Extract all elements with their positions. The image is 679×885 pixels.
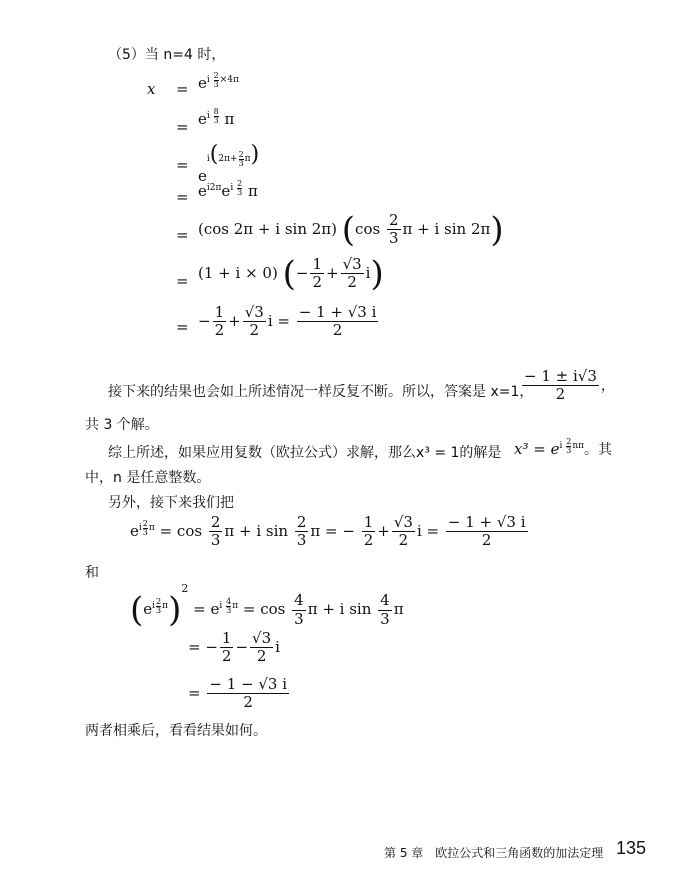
paragraph-2: 综上所述，如果应用复数（欧拉公式）求解，那么x³ = 1的解是 (108, 445, 502, 461)
paragraph-3: 另外，接下来我们把 (108, 495, 234, 511)
line6-expr: (1 + i × 0) (− $\frac{1}{2}$ + $\frac{√3}{2}$ i) (198, 253, 384, 294)
line2-expr: $e^{i \frac{8}{3}}$ π (198, 107, 235, 128)
eq-sign: = (176, 188, 189, 206)
paragraph-1-continued: 共 3 个解。 (85, 417, 159, 433)
page-number: 135 (616, 838, 647, 858)
eq-sign: = (176, 272, 189, 290)
solution-formula: $x^3 = e^{i \frac{2}{3} n\pi}$。其 (514, 437, 613, 458)
eq-sign: = (176, 156, 189, 174)
footer-chapter: 第 5 章 欧拉公式和三角函数的加法定理 (384, 846, 604, 860)
equation-2-line-3: = $\frac{- 1 - √3 i}{2}$ (188, 675, 288, 712)
line5-expr: (cos 2π + i sin 2π) (cos $\frac{2}{3}$ π + i sin 2π) (198, 209, 504, 250)
paragraph-1: 接下来的结果也会如上所述情况一样反复不断。所以，答案是 x=1， (108, 384, 534, 400)
line1-expr: $e^{i \frac{2}{3} \times 4\pi}$ (198, 71, 239, 92)
eq-sign: = (176, 226, 189, 244)
paragraph-2-continued: 中，n 是任意整数。 (85, 470, 211, 486)
eq-sign: = (176, 318, 189, 336)
line4-expr: $e^{i2\pi}e^{i \frac{2}{3}}$ π (198, 179, 258, 200)
line7-expr: − $\frac{1}{2}$ + $\frac{√3}{2}$ i = $\frac{- 1 + √3 i}{2}$ (198, 303, 377, 340)
eq-sign: = (176, 80, 189, 98)
case-heading: （5）当 n=4 时， (108, 47, 226, 63)
equation-2-line-1: $(e^{i \frac{2}{3} \pi})^2 = e^{i \frac{4}{3} \pi} = \cos$ $\frac{4}{3}$ π + i sin $\frac{4}{3}$ π (130, 582, 404, 630)
paragraph-4: 两者相乘后，看看结果如何。 (85, 723, 267, 739)
conjunction-he: 和 (85, 565, 99, 581)
equation-2-line-2: = − $\frac{1}{2}$ − $\frac{√3}{2}$ i (188, 629, 280, 666)
var-x: x (147, 80, 156, 98)
equation-1: $e^{i \frac{2}{3} \pi} = \cos$ $\frac{2}{3}$ π + i sin $\frac{2}{3}$ π = − $\frac{1}{2}$ + $\frac{√3}{2}$ i = $\frac{- 1 + √3 i}{2}$ (130, 513, 526, 550)
eq-sign: = (176, 118, 189, 136)
answer-fraction: $\frac{- 1 \pm i√3}{2}$ ， (524, 367, 615, 404)
line3-expr: $e^{i(2\pi+ \frac{2}{3} \pi)}$ (198, 142, 260, 185)
